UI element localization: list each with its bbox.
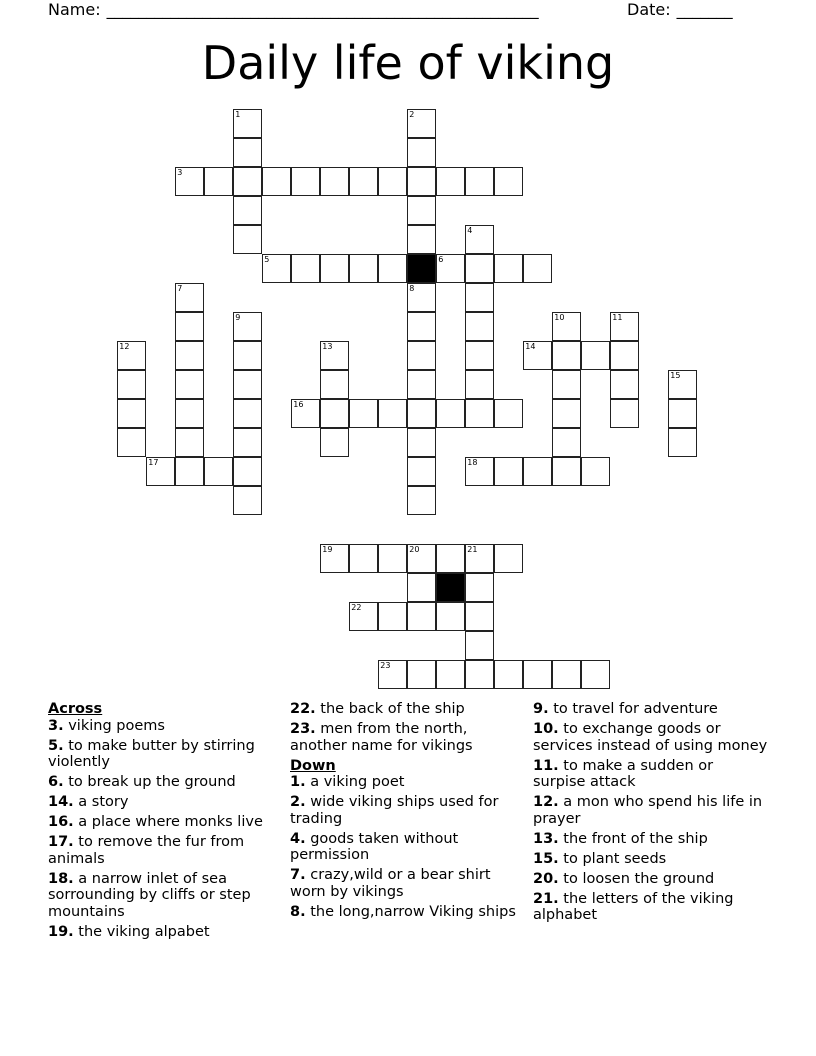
clue-item [533,831,768,848]
clue-number: 20. [533,870,559,887]
grid-cell[interactable] [581,341,610,370]
grid-cell[interactable] [494,457,523,486]
clue-number: 18 [467,458,478,468]
grid-cell[interactable] [465,254,494,283]
clue-number: 5 [264,255,270,265]
clue-text: the letters of the viking alphabet [533,890,734,923]
date-row [627,0,733,19]
clue-number: 23 [380,661,391,671]
grid-cell[interactable] [436,399,465,428]
clue-number: 8. [290,903,306,920]
grid-cell[interactable] [407,283,436,312]
clue-item [290,794,525,827]
clue-text: men from the north, another name for vikings [290,721,473,754]
grid-cell[interactable] [465,631,494,660]
clue-number: 3 [177,168,183,178]
clue-number: 10 [554,313,565,323]
grid-cell[interactable] [465,544,494,573]
grid-cell[interactable] [175,399,204,428]
grid-cell[interactable] [523,660,552,689]
grid-cell[interactable] [407,486,436,515]
grid-cell[interactable] [407,602,436,631]
grid-cell[interactable] [668,399,697,428]
grid-cell[interactable] [407,109,436,138]
clue-number: 12. [533,794,559,810]
clue-number: 13. [533,830,559,847]
grid-cell[interactable] [233,312,262,341]
grid-cell[interactable] [407,399,436,428]
grid-cell[interactable] [668,428,697,457]
clue-number: 1. [290,774,306,790]
grid-cell[interactable] [407,225,436,254]
clue-number: 20 [409,545,420,555]
clue-item [48,794,283,811]
grid-cell[interactable] [465,341,494,370]
clue-number: 13 [322,342,333,352]
clue-text: a viking poet [310,774,405,790]
across-heading: Across [48,701,103,717]
clue-number: 11 [612,313,623,323]
down-heading: Down [290,757,336,774]
clue-text: to make a sudden or surpise attack [533,757,714,790]
clue-item [290,774,525,791]
name-field[interactable]: ______________________________________________________ [106,0,539,19]
grid-cell[interactable] [204,167,233,196]
grid-cell[interactable] [436,660,465,689]
grid-cell[interactable] [465,573,494,602]
grid-cell[interactable] [552,312,581,341]
grid-cell[interactable] [262,254,291,283]
grid-cell[interactable] [407,428,436,457]
clue-text: goods taken without permission [290,830,459,863]
clue-text: the long,narrow Viking ships [310,903,516,920]
grid-cell[interactable] [494,254,523,283]
grid-cell[interactable] [291,399,320,428]
grid-cell[interactable] [610,312,639,341]
clue-number: 17. [48,834,74,850]
grid-cell[interactable] [523,254,552,283]
clue-text: to remove the fur from animals [48,834,245,867]
clue-text: to make butter by stirring violently [48,737,255,770]
grid-cell[interactable] [233,457,262,486]
grid-cell[interactable] [349,167,378,196]
clue-item [533,701,768,718]
grid-cell[interactable] [349,602,378,631]
black-cell [407,254,436,283]
grid-cell[interactable] [407,196,436,225]
grid-cell[interactable] [436,254,465,283]
clue-number: 19 [322,545,333,555]
clue-text: the back of the ship [320,701,465,717]
grid-cell[interactable] [494,660,523,689]
grid-cell[interactable] [552,428,581,457]
clue-item [48,814,283,831]
clue-number: 11. [533,757,559,774]
clue-number: 14. [48,794,74,810]
grid-cell[interactable] [465,457,494,486]
grid-cell[interactable] [523,341,552,370]
grid-cell[interactable] [175,312,204,341]
clue-number: 10. [533,721,559,737]
clue-number: 21 [467,545,478,555]
grid-cell[interactable] [523,457,552,486]
clue-number: 7. [290,867,306,883]
clue-number: 18. [48,870,74,887]
clue-item [290,721,525,754]
grid-cell[interactable] [291,167,320,196]
grid-cell[interactable] [610,399,639,428]
grid-cell[interactable] [204,457,233,486]
clue-number: 6 [438,255,444,265]
clue-text: to exchange goods or services instead of using money [533,721,768,754]
grid-cell[interactable] [668,370,697,399]
grid-cell[interactable] [436,544,465,573]
grid-cell[interactable] [465,312,494,341]
grid-cell[interactable] [378,399,407,428]
clue-number: 16 [293,400,304,410]
clue-number: 3. [48,717,64,734]
grid-cell[interactable] [494,167,523,196]
clue-number: 22 [351,603,362,613]
grid-cell[interactable] [407,370,436,399]
clue-item [48,871,283,921]
clue-number: 4 [467,226,473,236]
grid-cell[interactable] [233,196,262,225]
clue-item [48,924,283,941]
clue-item [290,904,525,921]
clue-text: a mon who spend his life in prayer [533,794,763,827]
clue-column-3 [533,701,768,927]
clue-column-2 [290,701,525,924]
clue-text: crazy,wild or a bear shirt worn by vikings [290,867,491,900]
clue-item [533,758,768,791]
clue-number: 12 [119,342,130,352]
date-label: Date: [627,0,671,19]
grid-cell[interactable] [494,399,523,428]
clue-number: 17 [148,458,159,468]
grid-cell[interactable] [117,370,146,399]
grid-cell[interactable] [320,544,349,573]
clue-text: a story [78,794,129,810]
grid-cell[interactable] [407,341,436,370]
name-row [48,0,539,19]
grid-cell[interactable] [233,167,262,196]
clue-text: viking poems [68,717,165,734]
grid-cell[interactable] [320,399,349,428]
grid-cell[interactable] [552,399,581,428]
grid-cell[interactable] [320,341,349,370]
grid-cell[interactable] [378,544,407,573]
grid-cell[interactable] [146,457,175,486]
clue-number: 5. [48,737,64,754]
clue-text: a narrow inlet of sea sorrounding by cliffs or step mountains [48,870,251,920]
grid-cell[interactable] [465,399,494,428]
clue-number: 2. [290,794,306,810]
clue-item [290,701,525,718]
grid-cell[interactable] [494,544,523,573]
grid-cell[interactable] [233,486,262,515]
grid-cell[interactable] [233,341,262,370]
grid-cell[interactable] [349,254,378,283]
clue-number: 19. [48,923,74,940]
grid-cell[interactable] [407,138,436,167]
grid-cell[interactable] [407,312,436,341]
clue-text: to plant seeds [563,850,667,867]
clue-item [533,851,768,868]
clue-number: 16. [48,814,74,830]
clue-number: 21. [533,890,559,907]
grid-cell[interactable] [378,660,407,689]
clue-number: 6. [48,774,64,790]
page-title: Daily life of viking [201,36,615,90]
clue-text: to travel for adventure [553,701,718,717]
grid-cell[interactable] [175,341,204,370]
clue-number: 23. [290,721,316,737]
grid-cell[interactable] [465,370,494,399]
grid-cell[interactable] [233,109,262,138]
clue-text: to break up the ground [68,774,236,790]
clue-number: 7 [177,284,183,294]
clue-number: 22. [290,701,316,717]
clue-item [290,831,525,864]
clue-item [48,738,283,771]
clue-item [290,867,525,900]
grid-cell[interactable] [175,457,204,486]
grid-cell[interactable] [233,225,262,254]
grid-cell[interactable] [436,602,465,631]
clue-item [48,718,283,735]
grid-cell[interactable] [552,370,581,399]
grid-cell[interactable] [117,399,146,428]
grid-cell[interactable] [378,602,407,631]
clue-text: the front of the ship [563,830,708,847]
clue-number: 2 [409,110,415,120]
grid-cell[interactable] [407,457,436,486]
grid-cell[interactable] [465,660,494,689]
clue-text: a place where monks live [78,814,263,830]
grid-cell[interactable] [465,167,494,196]
clue-number: 9 [235,313,241,323]
name-label: Name: [48,0,101,19]
clue-item [533,871,768,888]
grid-cell[interactable] [175,370,204,399]
clue-item [48,774,283,791]
grid-cell[interactable] [465,283,494,312]
grid-cell[interactable] [407,167,436,196]
grid-cell[interactable] [175,167,204,196]
grid-cell[interactable] [175,428,204,457]
grid-cell[interactable] [320,167,349,196]
clue-item [48,834,283,867]
grid-cell[interactable] [117,428,146,457]
grid-cell[interactable] [320,428,349,457]
clue-text: to loosen the ground [563,870,715,887]
grid-cell[interactable] [233,370,262,399]
grid-cell[interactable] [465,225,494,254]
black-cell [436,573,465,602]
grid-cell[interactable] [233,399,262,428]
clue-text: the viking alpabet [78,923,210,940]
grid-cell[interactable] [378,254,407,283]
grid-cell[interactable] [407,573,436,602]
clue-number: 9. [533,701,549,717]
grid-cell[interactable] [610,370,639,399]
clue-number: 8 [409,284,415,294]
clue-number: 1 [235,110,241,120]
grid-cell[interactable] [233,428,262,457]
date-field[interactable]: _______ [676,0,733,19]
grid-cell[interactable] [117,341,146,370]
clue-number: 15 [670,371,681,381]
grid-cell[interactable] [407,544,436,573]
grid-cell[interactable] [320,254,349,283]
grid-cell[interactable] [407,660,436,689]
grid-cell[interactable] [552,457,581,486]
grid-cell[interactable] [233,138,262,167]
grid-cell[interactable] [349,399,378,428]
grid-cell[interactable] [378,167,407,196]
grid-cell[interactable] [610,341,639,370]
grid-cell[interactable] [581,660,610,689]
grid-cell[interactable] [436,167,465,196]
grid-cell[interactable] [581,457,610,486]
clue-number: 4. [290,830,306,847]
clue-number: 15. [533,850,559,867]
grid-cell[interactable] [262,167,291,196]
clue-text: wide viking ships used for trading [290,794,499,827]
clue-number: 14 [525,342,536,352]
grid-cell[interactable] [291,254,320,283]
grid-cell[interactable] [465,602,494,631]
grid-cell[interactable] [175,283,204,312]
grid-cell[interactable] [552,660,581,689]
clue-item [533,794,768,827]
clue-item [533,891,768,924]
clue-item [533,721,768,754]
clue-column-1 [48,701,283,944]
grid-cell[interactable] [320,370,349,399]
grid-cell[interactable] [552,341,581,370]
grid-cell[interactable] [349,544,378,573]
